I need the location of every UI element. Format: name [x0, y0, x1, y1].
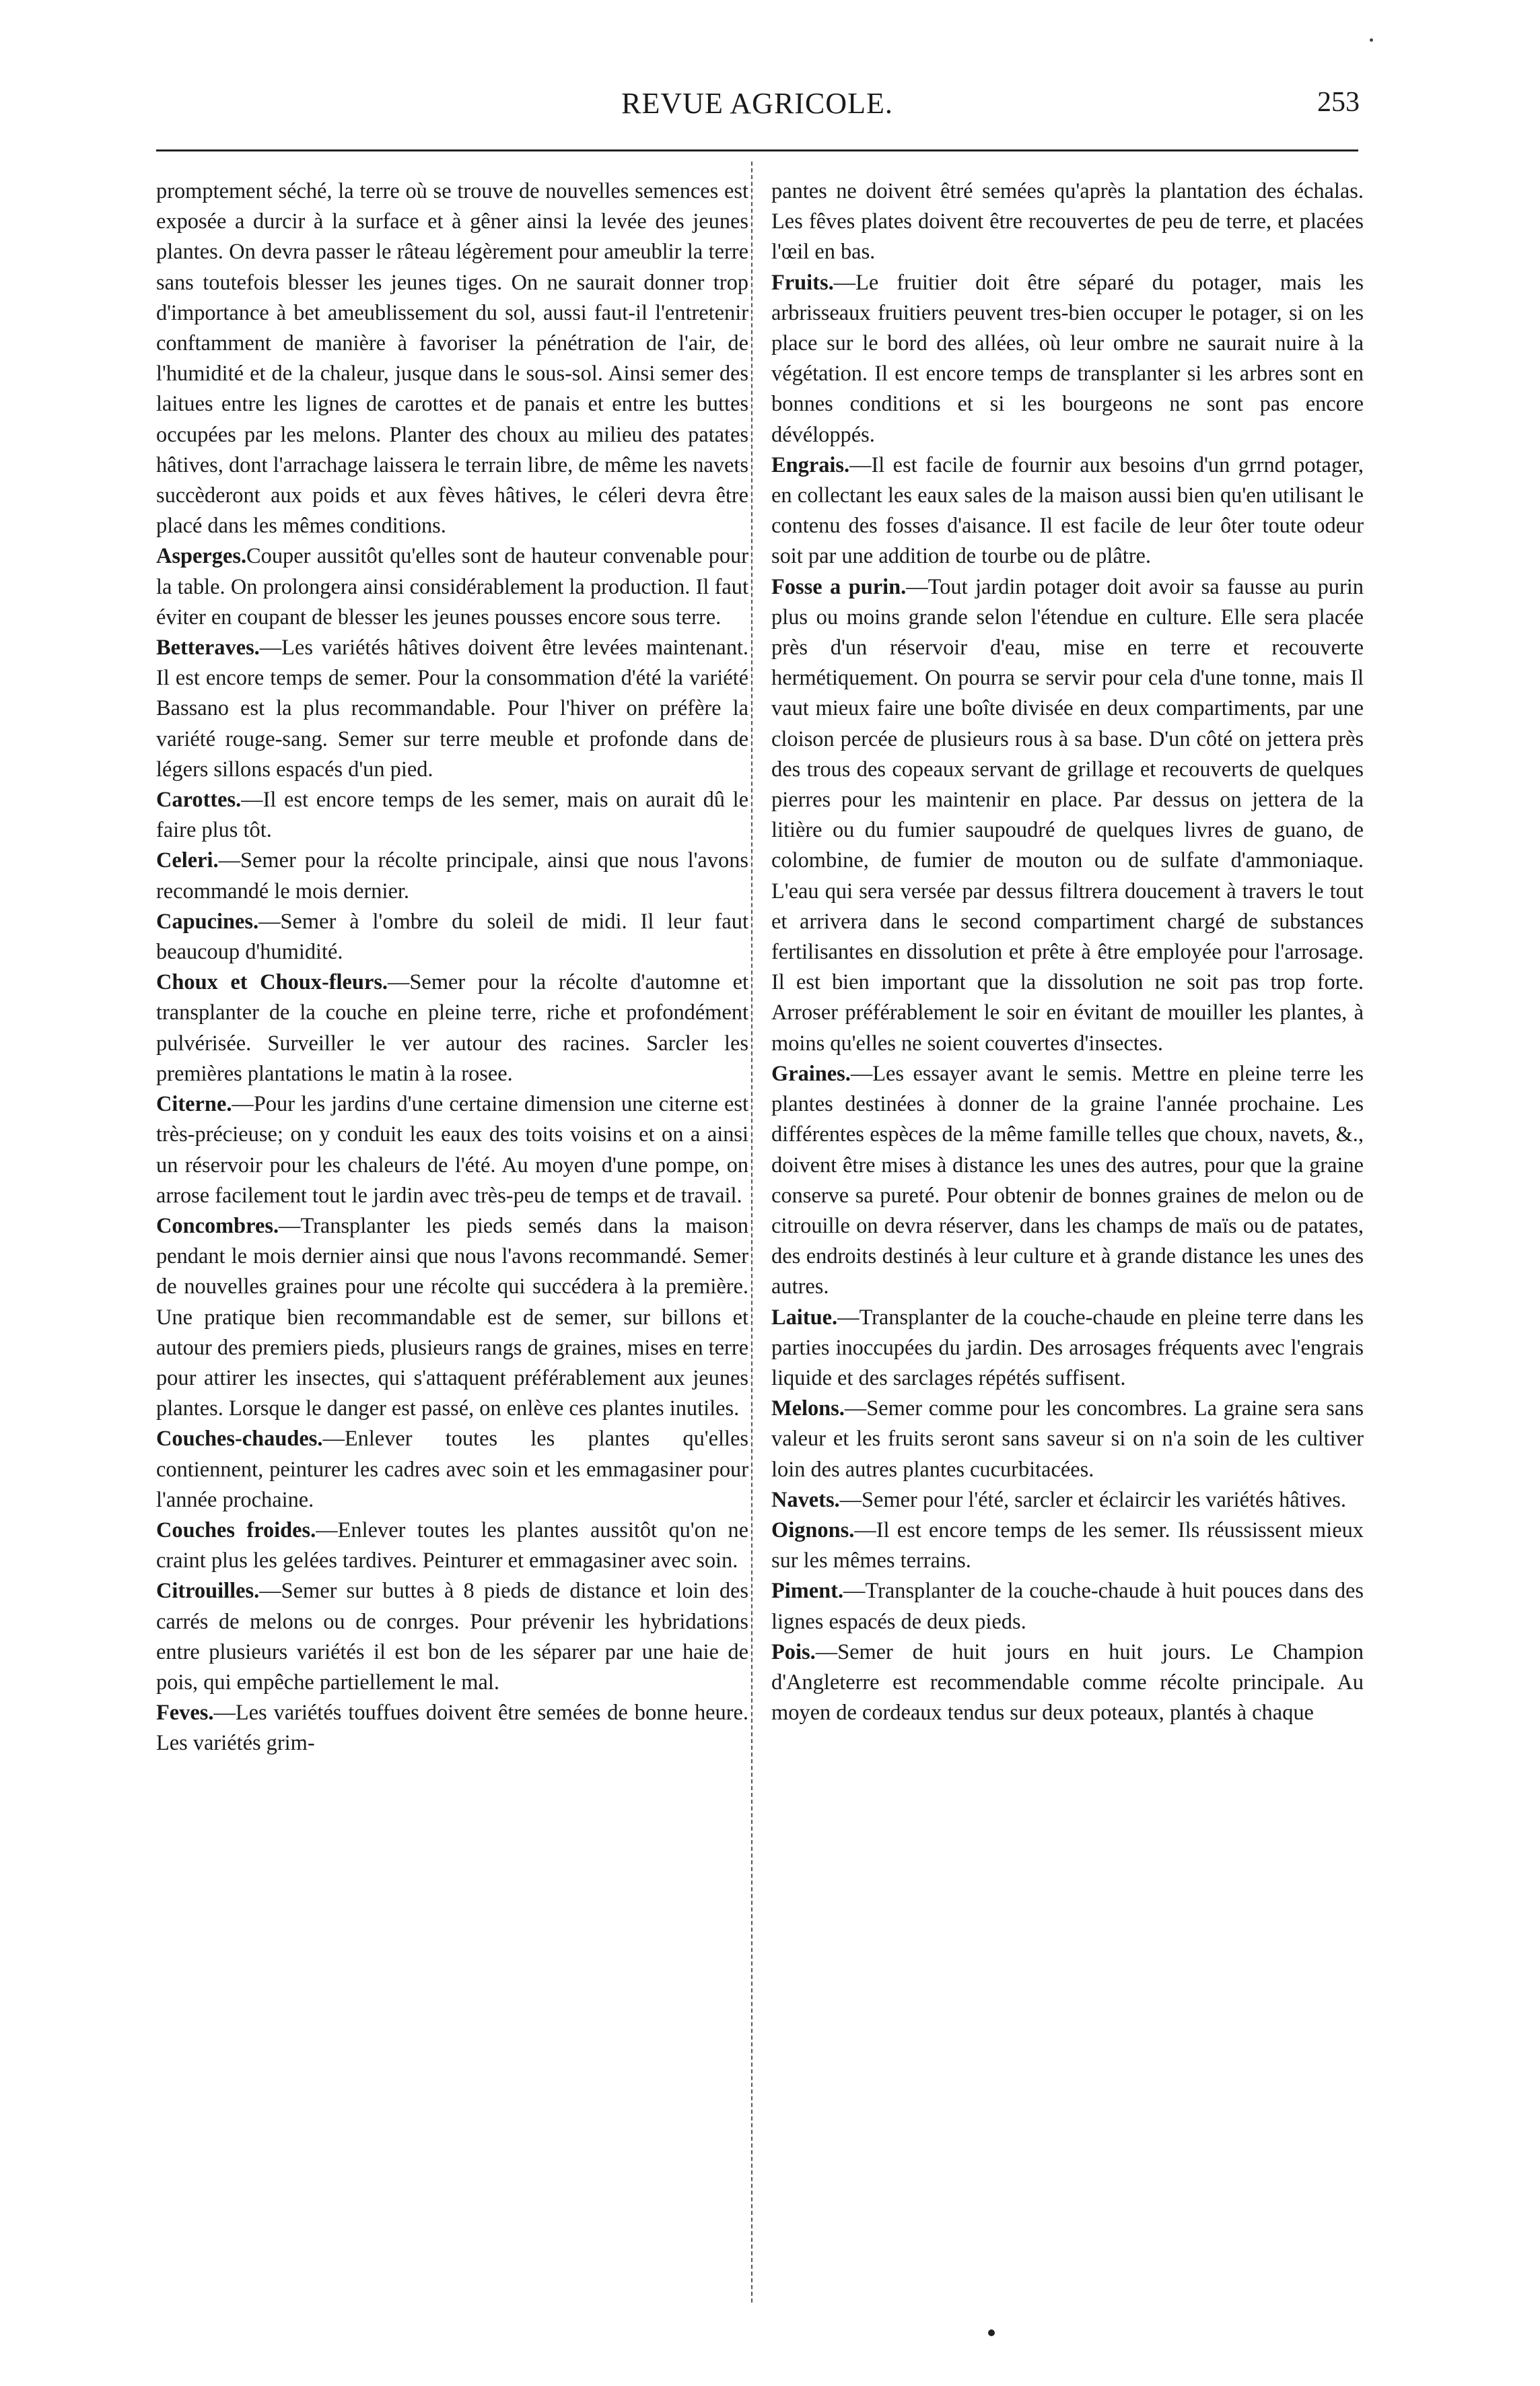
entry-term: Fruits.: [771, 270, 834, 295]
paragraph: [771, 176, 1364, 268]
entry-text: —Les variétés touffues doivent être semées de bonne heure. Les variétés grim-: [156, 1701, 748, 1756]
entry-text: —Semer sur buttes à 8 pieds de distance et loin des carrés de melons ou de conrges. Pour prévenir les hybridations entre plusieurs variétés il est bon de les séparer par une haie de pois, qui empêche partiellement le mal.: [156, 1579, 748, 1695]
printer-mark: [988, 2329, 995, 2336]
paragraph: [156, 1089, 748, 1211]
paragraph: [771, 572, 1364, 1059]
entry-term: Betteraves.: [156, 636, 260, 660]
entry-text: —Il est encore temps de les semer, mais on aurait dû le faire plus tôt.: [156, 788, 748, 843]
paragraph: [156, 1515, 748, 1576]
page-number: 253: [1317, 87, 1360, 118]
header-rule: [156, 149, 1358, 151]
paragraph: [771, 268, 1364, 450]
entry-term: Couches froides.: [156, 1518, 316, 1542]
entry-text: —Semer de huit jours en huit jours. Le Champion d'Angleterre est recommendable comme récolte principale. Au moyen de cordeaux tendus sur deux poteaux, plantés à chaque: [771, 1639, 1364, 1726]
entry-text: Couper aussitôt qu'elles sont de hauteur convenable pour la table. On prolongera ainsi considérablement la production. Il faut éviter en coupant de blesser les jeunes pousses encore sous terre.: [156, 544, 748, 629]
paragraph: [156, 846, 748, 906]
entry-term: Carottes.: [156, 788, 242, 813]
entry-text: —Semer pour la récolte d'automne et transplanter de la couche en pleine terre, riche et profondément pulvérisée. Surveiller le ver autour des racines. Sarcler les premières plantations le matin à la rosee.: [156, 970, 748, 1086]
entry-term: Engrais.: [771, 452, 850, 477]
paragraph: [771, 1576, 1364, 1637]
entry-text: —Semer à l'ombre du soleil de midi. Il leur faut beaucoup d'humidité.: [156, 909, 748, 965]
entry-text: —Enlever toutes les plantes aussitôt qu'on ne craint plus les gelées tardives. Peinturer et emmagasiner avec soin.: [156, 1518, 748, 1573]
left-column: [156, 176, 748, 2297]
column-divider: [751, 162, 753, 2303]
ink-speck: [1370, 38, 1373, 42]
entry-term: Celeri.: [156, 848, 219, 873]
entry-term: Graines.: [771, 1061, 851, 1086]
paragraph: [771, 1394, 1364, 1485]
entry-term: Capucines.: [156, 909, 259, 934]
entry-text: —Transplanter de la couche-chaude à huit pouces dans des lignes espacés de deux pieds.: [771, 1579, 1364, 1634]
paragraph: [771, 1303, 1364, 1394]
entry-text: —Pour les jardins d'une certaine dimension une citerne est très-précieuse; on y conduit les eaux des toits voisins et on a ainsi un réservoir pour les chaleurs de l'été. Au moyen d'une pompe, on arrose facilement tout le jardin avec très-peu de temps et de travail.: [156, 1092, 748, 1208]
entry-term: Oignons.: [771, 1518, 855, 1542]
page-header: [155, 86, 1360, 133]
entry-term: Citerne.: [156, 1092, 232, 1117]
entry-text: pantes ne doivent êtré semées qu'après la plantation des échalas. Les fêves plates doivent être recouvertes de peu de terre, et placées l'œil en bas.: [771, 179, 1364, 265]
entry-text: —Transplanter les pieds semés dans la maison pendant le mois dernier ainsi que nous l'avons recommandé. Semer de nouvelles graines pour une récolte qui succédera à la première. Une pratique bien recommandable est de semer, sur billons et autour des premiers pieds, plusieurs rangs de graines, mises en terre pour attirer les insectes, qui s'attaquent préférablement aux jeunes plantes. Lorsque le danger est passé, on enlève ces plantes inutiles.: [156, 1213, 748, 1421]
entry-term: Concombres.: [156, 1213, 279, 1238]
paragraph: [156, 541, 748, 633]
entry-text: —Les variétés hâtives doivent être levées maintenant. Il est encore temps de semer. Pour la consommation d'été la variété Bassano est la plus recommandable. Pour l'hiver on préfère la variété rouge-sang. Semer sur terre meuble et profonde dans de légers sillons espacés d'un pied.: [156, 636, 748, 782]
entry-term: Fosse a purin.: [771, 574, 907, 599]
entry-text: —Transplanter de la couche-chaude en pleine terre dans les parties inoccupées du jardin. Des arrosages fréquents avec l'engrais liquide et des sarclages répétés suffisent.: [771, 1305, 1364, 1390]
entry-text: —Il est facile de fournir aux besoins d'un grrnd potager, en collectant les eaux sales de la maison aussi bien qu'en utilisant le contenu des fosses d'aisance. Il est facile de leur ôter toute odeur soit par une addition de tourbe ou de plâtre.: [771, 452, 1364, 569]
entry-text: —Semer comme pour les concombres. La graine sera sans valeur et les fruits seront sans saveur si on n'a soin de les cultiver loin des autres plantes cucurbitacées.: [771, 1396, 1364, 1482]
paragraph: [156, 1211, 748, 1424]
entry-text: —Le fruitier doit être séparé du potager, mais les arbrisseaux fruitiers peuvent tres-bien occuper le potager, si on les place sur le bord des allées, où leur ombre ne saurait nuire à la végétation. Il est encore temps de transplanter si les arbres sont en bonnes conditions et si les bourgeons ne sont pas encore dévéloppés.: [771, 270, 1364, 447]
paragraph: [156, 967, 748, 1089]
entry-term: Laitue.: [771, 1305, 838, 1330]
entry-text: —Tout jardin potager doit avoir sa fausse au purin plus ou moins grande selon l'étendue en culture. Elle sera placée près d'un réservoir d'eau, mise en terre et recouverte hermétiquement. On pourra se servir pour cela d'une tonne, mais Il vaut mieux faire une boîte divisée en deux compartiments, par une cloison percée de plusieurs rous à sa base. D'un côté on jettera près des trous des copeaux servant de grillage et recouverts de quelques pierres pour les maintenir en place. Par dessus on jettera de la litière ou du fumier saupoudré de quelques livres de guano, de colombine, de fumier de mouton ou de sulfate d'ammoniaque. L'eau qui sera versée par dessus filtrera doucement à travers le tout et arrivera dans le second compartiment chargé de substances fertilisantes en dissolution et prête à être employée pour l'arrosage. Il est bien important que la dissolution ne soit pas trop forte. Arroser préférablement le soir en évitant de mouiller les plantes, à moins qu'elles ne soient couvertes d'insectes.: [771, 574, 1364, 1056]
paragraph: [771, 1059, 1364, 1303]
entry-term: Piment.: [771, 1579, 844, 1604]
paragraph: [771, 1637, 1364, 1729]
entry-term: Citrouilles.: [156, 1579, 260, 1604]
entry-term: Feves.: [156, 1701, 214, 1726]
right-column: [771, 176, 1364, 2297]
entry-term: Couches-chaudes.: [156, 1427, 323, 1452]
paragraph: [156, 633, 748, 785]
entry-text: —Semer pour l'été, sarcler et éclaircir les variétés hâtives.: [839, 1487, 1346, 1512]
paragraph: [156, 1576, 748, 1698]
entry-term: Asperges.: [156, 544, 247, 569]
paragraph: [156, 785, 748, 846]
running-title: REVUE AGRICOLE.: [621, 87, 893, 120]
entry-text: —Les essayer avant le semis. Mettre en pleine terre les plantes destinées à donner de la graine l'année prochaine. Les différentes espèces de la même famille telles que choux, navets, &., doivent être mises à distance les unes des autres, pour que la graine conserve sa pureté. Pour obtenir de bonnes graines de melon ou de citrouille on devra réserver, dans les champs de maïs ou de patates, des endroits destinés à leur culture et à grande distance les unes des autres.: [771, 1061, 1364, 1299]
entry-term: Navets.: [771, 1487, 840, 1512]
entry-text: —Il est encore temps de les semer. Ils réussissent mieux sur les mêmes terrains.: [771, 1518, 1364, 1573]
entry-term: Pois.: [771, 1639, 816, 1664]
paragraph: [156, 907, 748, 967]
entry-text: promptement séché, la terre où se trouve de nouvelles semences est exposée a durcir à la surface et à gêner ainsi la levée des jeunes plantes. On devra passer le râteau légèrement pour ameublir la terre sans toutefois blesser les jeunes tiges. On ne saurait donner trop d'importance à bet ameublissement du sol, aussi faut-il l'entretenir conftamment de manière à favoriser la pénétration de l'air, de l'humidité et de la chaleur, jusque dans le sous-sol. Ainsi semer des laitues entre les lignes de carottes et de panais et entre les buttes occupées par les melons. Planter des choux au milieu des patates hâtives, dont l'arrachage laissera le terrain libre, de même les navets succèderont aux poids et aux fèves hâtives, le céleri devra être placé dans les mêmes conditions.: [156, 179, 748, 539]
paragraph: [156, 1698, 748, 1759]
entry-text: —Enlever toutes les plantes qu'elles contiennent, peinturer les cadres avec soin et les emmagasiner pour l'année prochaine.: [156, 1427, 748, 1512]
entry-term: Melons.: [771, 1396, 845, 1421]
paragraph: [771, 1485, 1364, 1515]
paragraph: [156, 176, 748, 541]
paragraph: [771, 450, 1364, 572]
entry-term: Choux et Choux-fleurs.: [156, 970, 388, 995]
paragraph: [771, 1515, 1364, 1576]
entry-text: —Semer pour la récolte principale, ainsi que nous l'avons recommandé le mois dernier.: [156, 848, 748, 904]
paragraph: [156, 1424, 748, 1515]
